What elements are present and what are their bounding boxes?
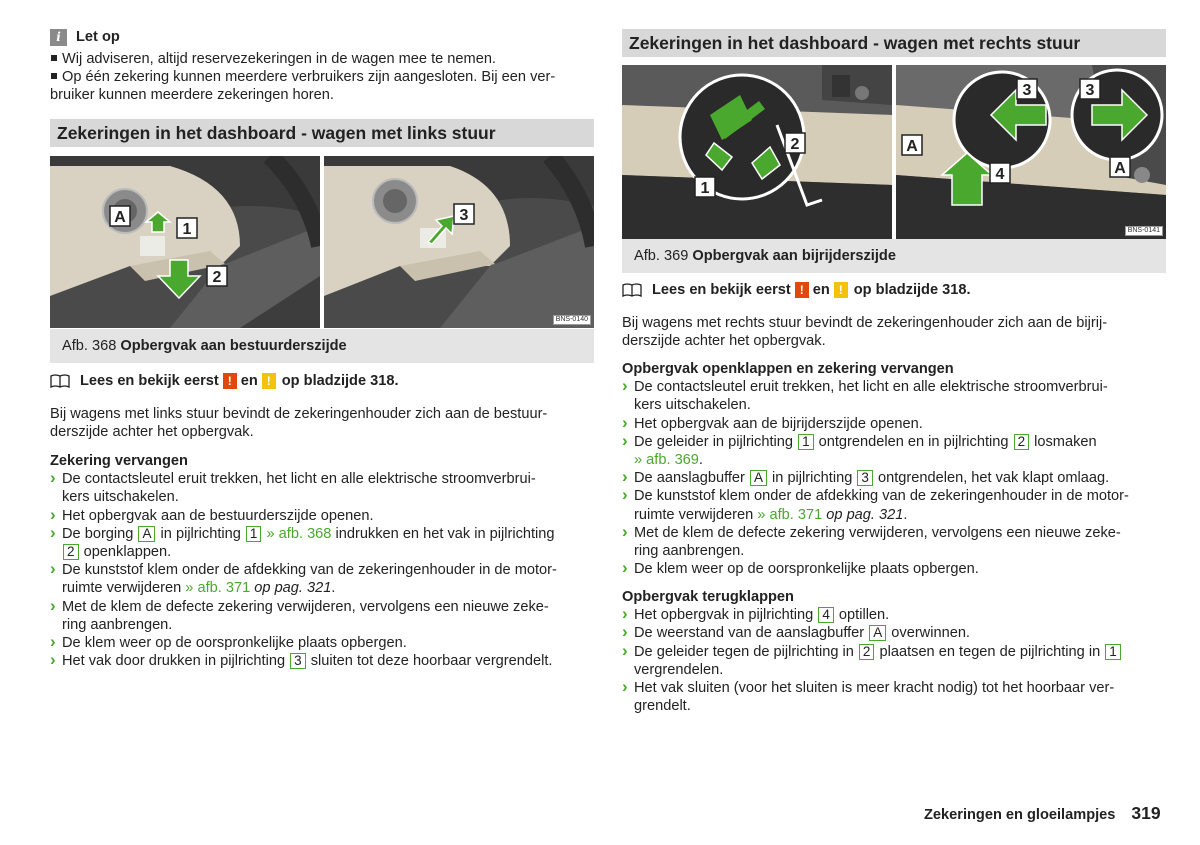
figure-369-illustration xyxy=(622,65,1166,239)
caption-text: Opbergvak aan bestuurderszijde xyxy=(120,338,347,354)
note-item: Wij adviseren, altijd reservezekeringen in de wagen mee te nemen. xyxy=(50,50,596,68)
figure-link[interactable]: » afb. 368 xyxy=(266,525,332,542)
subheading: Zekering vervangen xyxy=(50,453,188,469)
figure-368-illustration xyxy=(50,156,594,328)
figure-369 xyxy=(622,65,1166,239)
figure-link[interactable]: » afb. 371 xyxy=(757,506,823,523)
section-title-right: Zekeringen in het dashboard - wagen met rechts stuur xyxy=(622,29,1166,57)
list-item: › De contactsleutel eruit trekken, het licht en alle elektrische stroomverbrui- kers uitschakelen. xyxy=(622,378,1168,414)
reference-line: Lees en bekijk eerst ! en ! op bladzijde 318. xyxy=(50,372,399,390)
list-item: › Met de klem de defecte zekering verwijderen, vervolgens een nieuwe zeke- ring aanbrengen. xyxy=(50,598,596,634)
fig368-label-a: A xyxy=(114,209,126,226)
page-number: 319 xyxy=(1131,803,1161,823)
list-item: › De aanslagbuffer A in pijlrichting 3 ontgrendelen, het vak klapt omlaag. xyxy=(622,469,1168,487)
list-item: › Het opbergvak in pijlrichting 4 optillen. xyxy=(622,606,1168,624)
note-item: Op één zekering kunnen meerdere verbruikers zijn aangesloten. Bij een ver- xyxy=(50,68,596,86)
fig368-label-1: 1 xyxy=(182,221,192,238)
fig369-label-3-left: 3 xyxy=(1022,82,1032,99)
figure-link[interactable]: » afb. 371 xyxy=(185,580,251,597)
warning-red-icon: ! xyxy=(795,282,809,298)
figure-368 xyxy=(50,156,594,328)
figure-link[interactable]: » afb. 369 xyxy=(634,452,699,469)
fig369-label-a-left: A xyxy=(906,138,918,155)
page-footer xyxy=(924,804,1161,824)
list-item: › Het vak door drukken in pijlrichting 3 sluiten tot deze hoorbaar vergrendelt. xyxy=(50,652,596,670)
warning-red-icon: ! xyxy=(223,373,237,389)
reference-line: Lees en bekijk eerst ! en ! op bladzijde 318. xyxy=(622,281,971,299)
figure-368-caption xyxy=(50,329,594,363)
list-item: › De kunststof klem onder de afdekking van de zekeringenhouder in de motor- ruimte verwijderen » afb. 371 op pag. 321. xyxy=(50,561,596,597)
fig369-label-4: 4 xyxy=(995,166,1005,183)
intro-paragraph: Bij wagens met links stuur bevindt de zekeringenhouder zich aan de bestuur- derszijde achter het opbergvak. xyxy=(50,406,548,441)
steps-block-close xyxy=(622,588,1168,715)
list-item: › De geleider in pijlrichting 1 ontgrendelen en in pijlrichting 2 losmaken » afb. 369. xyxy=(622,433,1168,469)
list-item: › Met de klem de defecte zekering verwijderen, vervolgens een nieuwe zeke- ring aanbrengen. xyxy=(622,524,1168,560)
figure-code: BNS-0140 xyxy=(553,315,591,325)
book-icon xyxy=(50,374,70,388)
list-item: › Het vak sluiten (voor het sluiten is meer kracht nodig) tot het hoorbaar ver- grendelt. xyxy=(622,679,1168,715)
chapter-title: Zekeringen en gloeilampjes xyxy=(924,807,1116,823)
warning-yellow-icon: ! xyxy=(834,282,848,298)
fig368-label-2: 2 xyxy=(212,269,222,286)
fig368-label-3: 3 xyxy=(459,207,469,224)
caption-text: Opbergvak aan bijrijderszijde xyxy=(692,248,896,264)
caption-number: Afb. 369 xyxy=(634,248,689,264)
warning-yellow-icon: ! xyxy=(262,373,276,389)
book-icon xyxy=(622,283,642,297)
steps-block-open xyxy=(622,360,1168,578)
note-header xyxy=(50,28,120,46)
bullet-square-icon xyxy=(51,73,57,79)
info-icon: i xyxy=(50,29,67,46)
list-item: › Het opbergvak aan de bestuurderszijde openen. xyxy=(50,507,596,525)
figure-code: BNS-0141 xyxy=(1125,226,1163,236)
intro-paragraph: Bij wagens met rechts stuur bevindt de zekeringenhouder zich aan de bijrij- derszijde achter het opbergvak. xyxy=(622,315,1108,350)
note-title: Let op xyxy=(76,29,120,45)
list-item: › De weerstand van de aanslagbuffer A overwinnen. xyxy=(622,624,1168,642)
list-item: › De kunststof klem onder de afdekking van de zekeringenhouder in de motor- ruimte verwijderen » afb. 371 op pag. 321. xyxy=(622,487,1168,523)
list-item: › De contactsleutel eruit trekken, het licht en alle elektrische stroomverbrui- kers uitschakelen. xyxy=(50,470,596,506)
section-title-left: Zekeringen in het dashboard - wagen met links stuur xyxy=(50,119,594,147)
subheading: Opbergvak openklappen en zekering vervangen xyxy=(622,361,954,377)
fig369-label-a-right: A xyxy=(1114,160,1126,177)
bullet-square-icon xyxy=(51,55,57,61)
subheading: Opbergvak terugklappen xyxy=(622,589,794,605)
list-item: › De klem weer op de oorspronkelijke plaats opbergen. xyxy=(622,560,1168,578)
steps-block xyxy=(50,452,596,670)
note-item-continued: bruiker kunnen meerdere zekeringen horen. xyxy=(50,87,334,104)
fig369-label-1: 1 xyxy=(700,180,710,197)
list-item: › De geleider tegen de pijlrichting in 2 plaatsen en tegen de pijlrichting in 1 vergrendelen. xyxy=(622,643,1168,679)
note-list xyxy=(50,50,596,105)
caption-number: Afb. 368 xyxy=(62,338,117,354)
fig369-label-3-right: 3 xyxy=(1085,82,1095,99)
list-item: › Het opbergvak aan de bijrijderszijde openen. xyxy=(622,415,1168,433)
figure-369-caption xyxy=(622,239,1166,273)
list-item: › De borging A in pijlrichting 1 » afb. 368 indrukken en het vak in pijlrichting 2 openklappen. xyxy=(50,525,596,561)
fig369-label-2: 2 xyxy=(790,136,800,153)
list-item: › De klem weer op de oorspronkelijke plaats opbergen. xyxy=(50,634,596,652)
